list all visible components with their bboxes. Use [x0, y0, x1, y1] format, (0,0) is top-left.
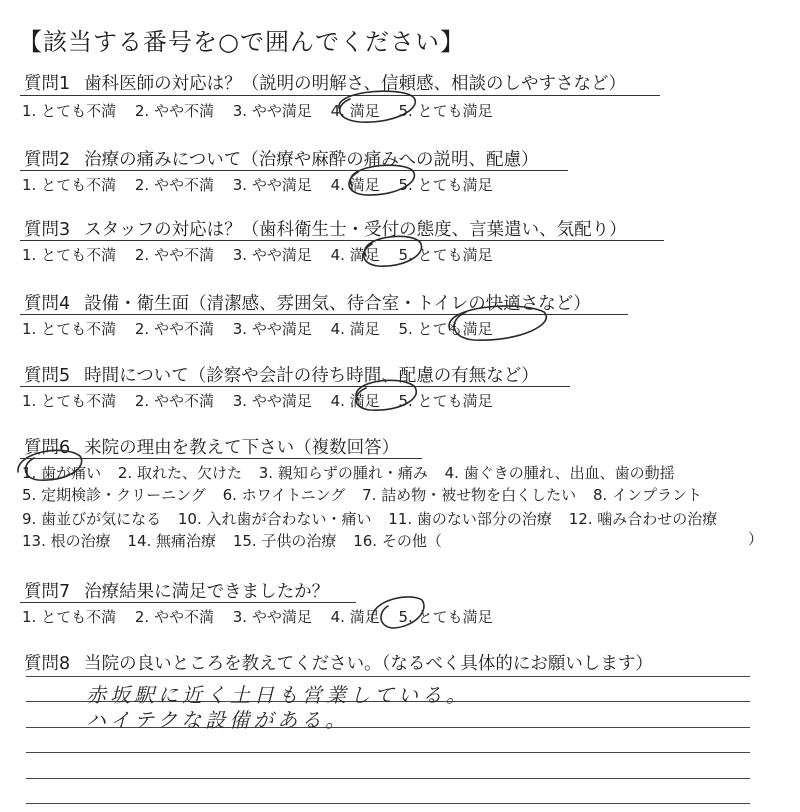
option[interactable]: 10. 入れ歯が合わない・痛い	[177, 510, 372, 528]
option[interactable]: 2. やや不満	[134, 392, 214, 410]
option[interactable]: 2. やや不満	[134, 246, 214, 264]
question-7-title	[24, 578, 329, 603]
question-number: 質問7	[24, 582, 71, 602]
question-3-title	[24, 216, 627, 241]
option[interactable]: 4. 歯ぐきの腫れ、出血、歯の動揺	[444, 464, 675, 482]
underline	[20, 458, 422, 459]
question-7-options	[22, 606, 507, 627]
option[interactable]: 3. やや満足	[232, 320, 312, 338]
question-2-options	[22, 174, 507, 195]
option[interactable]: 2. やや不満	[134, 608, 214, 626]
question-number: 質問3	[24, 220, 71, 240]
question-number: 質問8	[24, 654, 71, 674]
option[interactable]: 13. 根の治療	[22, 532, 111, 550]
option[interactable]: 1. とても不満	[22, 608, 117, 626]
question-5-options	[22, 390, 507, 411]
question-number: 質問6	[24, 438, 71, 458]
option[interactable]: 5. 定期検診・クリーニング	[22, 486, 206, 504]
option[interactable]: 5. とても満足	[398, 392, 493, 410]
option-circled[interactable]: 4. 満足	[330, 392, 380, 410]
question-number: 質問2	[24, 150, 71, 170]
option[interactable]: 3. 親知らずの腫れ・痛み	[258, 464, 428, 482]
q6-row-4	[22, 530, 454, 551]
page-heading: 【該当する番号を○で囲んでください】	[18, 28, 465, 56]
option[interactable]: 3. やや満足	[232, 102, 312, 120]
option[interactable]: 7. 詰め物・被せ物を白くしたい	[362, 486, 577, 504]
option[interactable]: 2. 取れた、欠けた	[117, 464, 242, 482]
question-1-title	[24, 70, 626, 95]
question-1-options	[22, 100, 507, 121]
question-text: 歯科医師の対応は？（説明の明解さ、信頼感、相談のしやすさなど）	[84, 74, 626, 94]
other-close-paren: ）	[748, 530, 764, 548]
q6-row-1	[22, 462, 687, 483]
question-text: 時間について（診察や会計の待ち時間、配慮の有無など）	[84, 366, 539, 386]
handwritten-answer-2: ハイテクな設備がある。	[86, 708, 350, 732]
q6-row-3	[22, 508, 729, 529]
option[interactable]: 12. 噛み合わせの治療	[568, 510, 718, 528]
option[interactable]: 3. やや満足	[232, 246, 312, 264]
option-circled[interactable]: 4. 満足	[330, 176, 380, 194]
question-3-options	[22, 244, 507, 265]
underline	[20, 314, 628, 315]
option[interactable]: 3. やや満足	[232, 608, 312, 626]
question-text: 設備・衛生面（清潔感、雰囲気、待合室・トイレの快適さなど）	[84, 294, 591, 314]
option[interactable]: 5. とても満足	[398, 102, 493, 120]
option[interactable]: 14. 無痛治療	[127, 532, 217, 550]
question-text: 当院の良いところを教えてください。（なるべく具体的にお願いします）	[84, 654, 653, 674]
option[interactable]: 1. とても不満	[22, 102, 117, 120]
option[interactable]: 1. とても不満	[22, 246, 117, 264]
underline	[20, 170, 568, 171]
question-text: 治療の痛みについて（治療や麻酔の痛みへの説明、配慮）	[84, 150, 539, 170]
option[interactable]: 1. とても不満	[22, 320, 117, 338]
q6-row-2	[22, 484, 714, 505]
option[interactable]: 8. インプラント	[592, 486, 703, 504]
question-number: 質問4	[24, 294, 71, 314]
question-4-options	[22, 318, 507, 339]
option-other[interactable]: 16. その他（	[353, 532, 442, 550]
answer-line	[26, 778, 750, 779]
option[interactable]: 15. 子供の治療	[232, 532, 337, 550]
option[interactable]: 1. とても不満	[22, 392, 117, 410]
question-text: 来院の理由を教えて下さい（複数回答）	[84, 438, 400, 458]
option[interactable]: 5. とても満足	[398, 608, 493, 626]
option-circled[interactable]: 4. 満足	[330, 608, 380, 626]
option[interactable]: 3. やや満足	[232, 176, 312, 194]
question-4-title	[24, 290, 591, 315]
question-5-title	[24, 362, 539, 387]
option[interactable]: 11. 歯のない部分の治療	[388, 510, 552, 528]
option[interactable]: 2. やや不満	[134, 320, 214, 338]
answer-line	[26, 803, 750, 804]
underline	[20, 602, 356, 603]
underline	[20, 240, 664, 241]
option[interactable]: 5. とても満足	[398, 176, 493, 194]
option[interactable]: 4. 満足	[330, 320, 380, 338]
option-circled[interactable]: 4. 満足	[330, 102, 380, 120]
question-number: 質問5	[24, 366, 71, 386]
option[interactable]: 9. 歯並びが気になる	[22, 510, 162, 528]
option-circled[interactable]: 4. 満足	[330, 246, 380, 264]
option[interactable]: 3. やや満足	[232, 392, 312, 410]
handwritten-answer-1: 赤坂駅に近く土日も営業している。	[86, 683, 470, 707]
option[interactable]: 5. とても満足	[398, 246, 493, 264]
question-2-title	[24, 146, 538, 171]
question-number: 質問1	[24, 74, 71, 94]
option[interactable]: 2. やや不満	[134, 176, 214, 194]
question-text: スタッフの対応は？（歯科衛生士・受付の態度、言葉遣い、気配り）	[84, 220, 627, 240]
underline	[20, 95, 660, 96]
answer-line	[26, 752, 750, 753]
option[interactable]: 1. とても不満	[22, 176, 117, 194]
option[interactable]: 6. ホワイトニング	[222, 486, 346, 504]
option-circled[interactable]: 5. とても満足	[398, 320, 493, 338]
question-text: 治療結果に満足できましたか？	[84, 582, 330, 602]
underline	[20, 386, 570, 387]
answer-line	[26, 676, 750, 677]
option[interactable]: 2. やや不満	[134, 102, 214, 120]
option-circled[interactable]: 1. 歯が痛い	[22, 464, 102, 482]
question-8-title	[24, 650, 653, 675]
question-6-title	[24, 434, 399, 459]
